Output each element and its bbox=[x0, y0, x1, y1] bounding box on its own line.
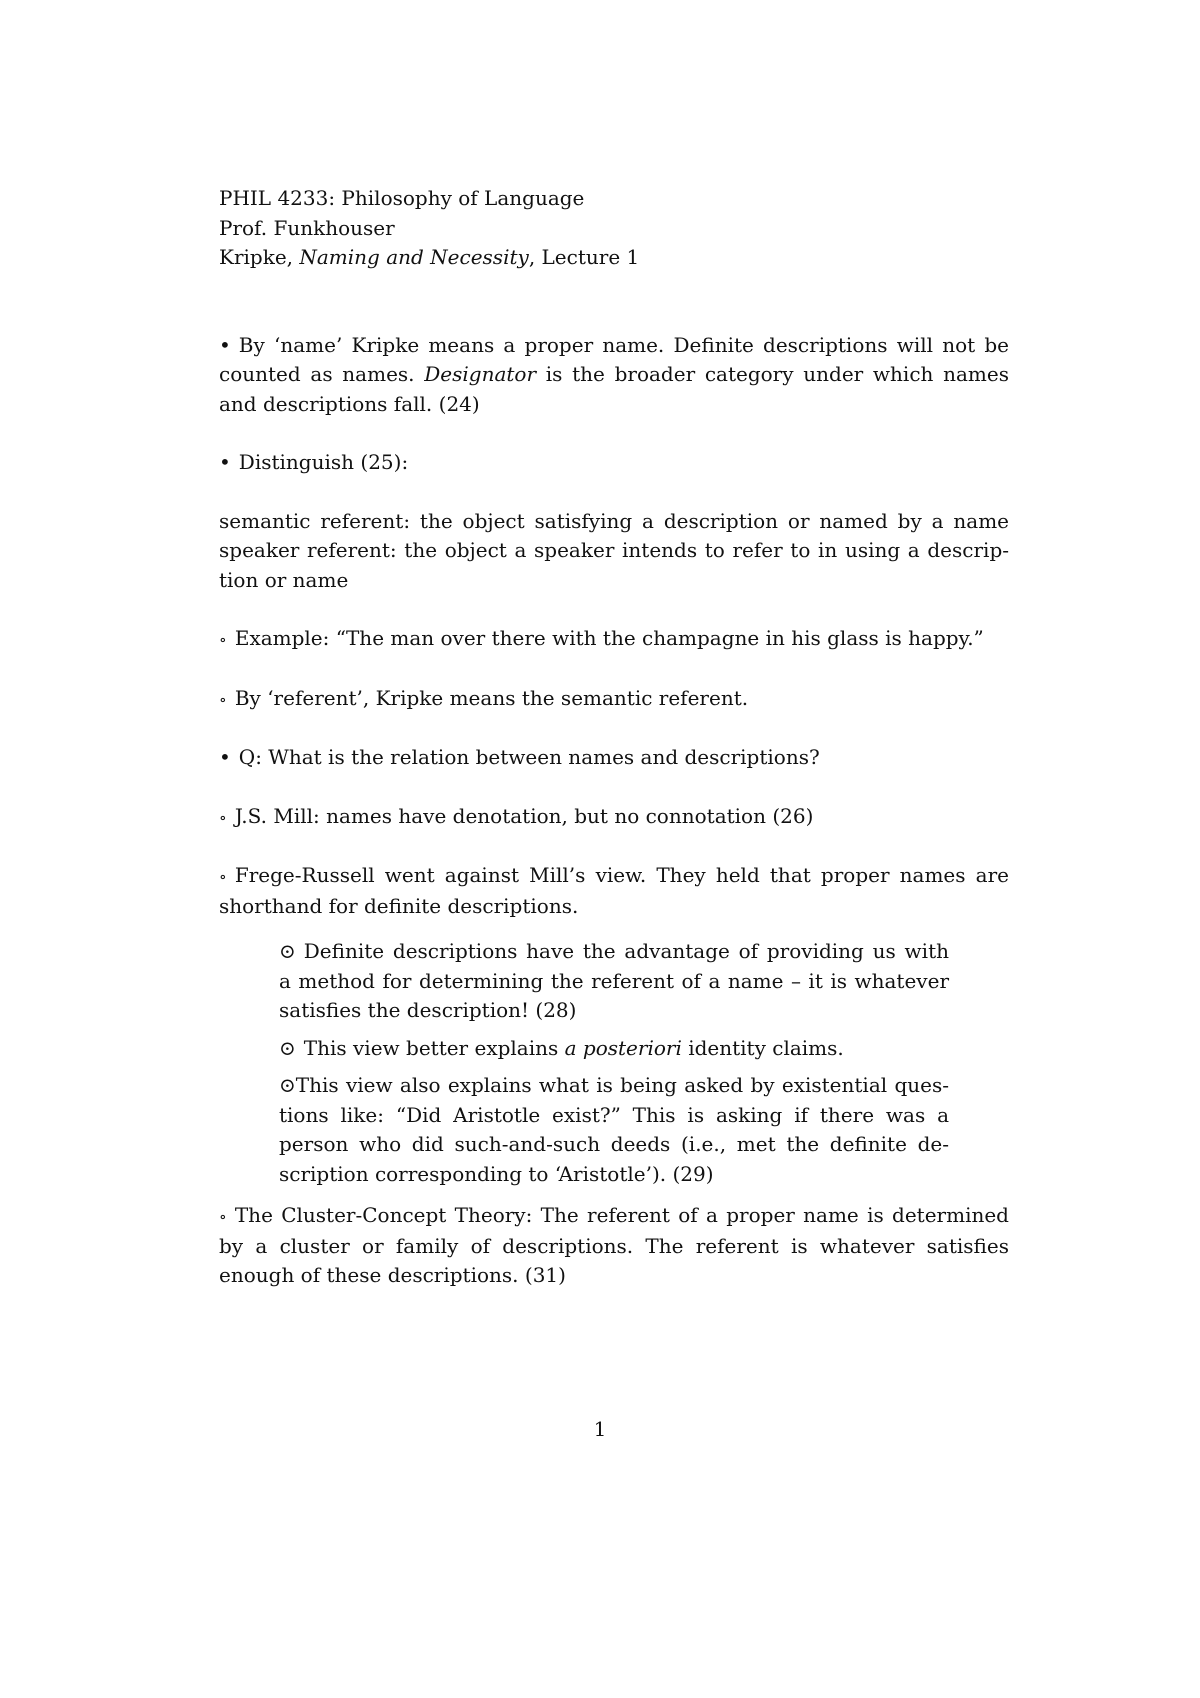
name-definition-item bbox=[219, 331, 1009, 420]
circle-marker: ∘ bbox=[219, 1207, 227, 1226]
advantage-definite-descriptions bbox=[279, 937, 949, 1026]
text-line: satisfies the description! (28) bbox=[279, 998, 577, 1022]
semantic-referent-line: semantic referent: the object satisfying a description or named by a name bbox=[219, 508, 1009, 533]
text-line bbox=[219, 861, 1009, 892]
text-span: The Cluster-Concept Theory: The referent of a proper name is determined bbox=[234, 1203, 1009, 1227]
bullet-marker: • bbox=[219, 745, 231, 769]
text-span: Example: “The man over there with the champagne in his glass is happy.” bbox=[234, 626, 984, 650]
odot-marker: ⊙ bbox=[279, 1073, 296, 1097]
text-span: J.S. Mill: names have denotation, but no connotation (26) bbox=[234, 803, 814, 828]
text-span: Q: What is the relation between names and descriptions? bbox=[238, 745, 820, 769]
text-line bbox=[219, 448, 1009, 478]
professor-name: Prof. Funkhouser bbox=[219, 215, 395, 240]
text-span: By ‘name’ Kripke means a proper name. Definite descriptions will not be bbox=[238, 332, 1009, 357]
text-line bbox=[219, 684, 1009, 715]
advantage-a-posteriori bbox=[279, 1034, 949, 1064]
reading-suffix: , Lecture 1 bbox=[528, 245, 640, 269]
text-line: enough of these descriptions. (31) bbox=[219, 1263, 566, 1287]
bullet-marker: • bbox=[219, 450, 231, 474]
document-page bbox=[219, 184, 1009, 1291]
speaker-referent-line: speaker referent: the object a speaker intends to refer to in using a descrip- bbox=[219, 538, 1009, 562]
mill-item bbox=[219, 802, 1009, 833]
distinguish-item bbox=[219, 448, 1009, 478]
text-span: This view also explains what is being asked by existential ques- bbox=[295, 1073, 949, 1097]
text-line: scription corresponding to ‘Aristotle’). (29) bbox=[279, 1161, 714, 1186]
text-line bbox=[219, 331, 1009, 361]
speaker-referent-line: tion or name bbox=[219, 567, 349, 592]
text-line bbox=[219, 743, 1009, 773]
text-line: person who did such-and-such deeds (i.e., met the definite de- bbox=[279, 1132, 949, 1156]
text-line bbox=[219, 1201, 1009, 1232]
advantage-existential bbox=[279, 1071, 949, 1189]
reading-prefix: Kripke, bbox=[219, 245, 300, 269]
question-item bbox=[219, 743, 1009, 773]
text-span: Distinguish (25): bbox=[238, 450, 409, 474]
circle-marker: ∘ bbox=[219, 689, 227, 709]
text-line: and descriptions fall. (24) bbox=[219, 391, 480, 416]
page-number: 1 bbox=[593, 1417, 607, 1441]
bullet-marker: • bbox=[219, 332, 231, 357]
text-line bbox=[279, 1071, 949, 1101]
reading-line bbox=[219, 243, 1009, 273]
a-posteriori-term: a posteriori bbox=[564, 1035, 682, 1060]
referent-meaning-item bbox=[219, 684, 1009, 715]
text-line: a method for determining the referent of a name – it is whatever bbox=[279, 968, 949, 993]
odot-marker: ⊙ bbox=[279, 1035, 296, 1060]
frege-russell-item bbox=[219, 861, 1009, 921]
circle-marker: ∘ bbox=[219, 630, 227, 649]
circle-marker: ∘ bbox=[219, 807, 227, 827]
designator-term: Designator bbox=[424, 362, 537, 386]
cluster-concept-item bbox=[219, 1201, 1009, 1291]
text-span: Frege-Russell went against Mill’s view. They held that proper names are bbox=[234, 863, 1009, 887]
text-line: tions like: “Did Aristotle exist?” This is asking if there was a bbox=[279, 1102, 949, 1127]
text-span: This view better explains bbox=[303, 1035, 565, 1060]
reading-title: Naming and Necessity bbox=[299, 245, 529, 269]
text-line: by a cluster or family of descriptions. The referent is whatever satisfies bbox=[219, 1233, 1009, 1258]
text-span: Definite descriptions have the advantage of providing us with bbox=[303, 939, 949, 963]
text-span: counted as names. bbox=[219, 362, 425, 386]
example-item bbox=[219, 624, 1009, 655]
text-line bbox=[219, 624, 1009, 655]
course-title: PHIL 4233: Philosophy of Language bbox=[219, 186, 585, 210]
odot-marker: ⊙ bbox=[279, 939, 296, 963]
header bbox=[219, 184, 1009, 273]
text-line bbox=[219, 360, 1009, 390]
text-span: identity claims. bbox=[681, 1035, 844, 1060]
text-line bbox=[279, 1034, 949, 1064]
text-line bbox=[279, 937, 949, 967]
circle-marker: ∘ bbox=[219, 867, 227, 886]
text-line: shorthand for definite descriptions. bbox=[219, 893, 579, 918]
text-span: is the broader category under which names bbox=[536, 362, 1009, 386]
referent-definitions bbox=[219, 507, 1009, 596]
text-line bbox=[219, 802, 1009, 833]
text-span: By ‘referent’, Kripke means the semantic referent. bbox=[234, 685, 749, 710]
